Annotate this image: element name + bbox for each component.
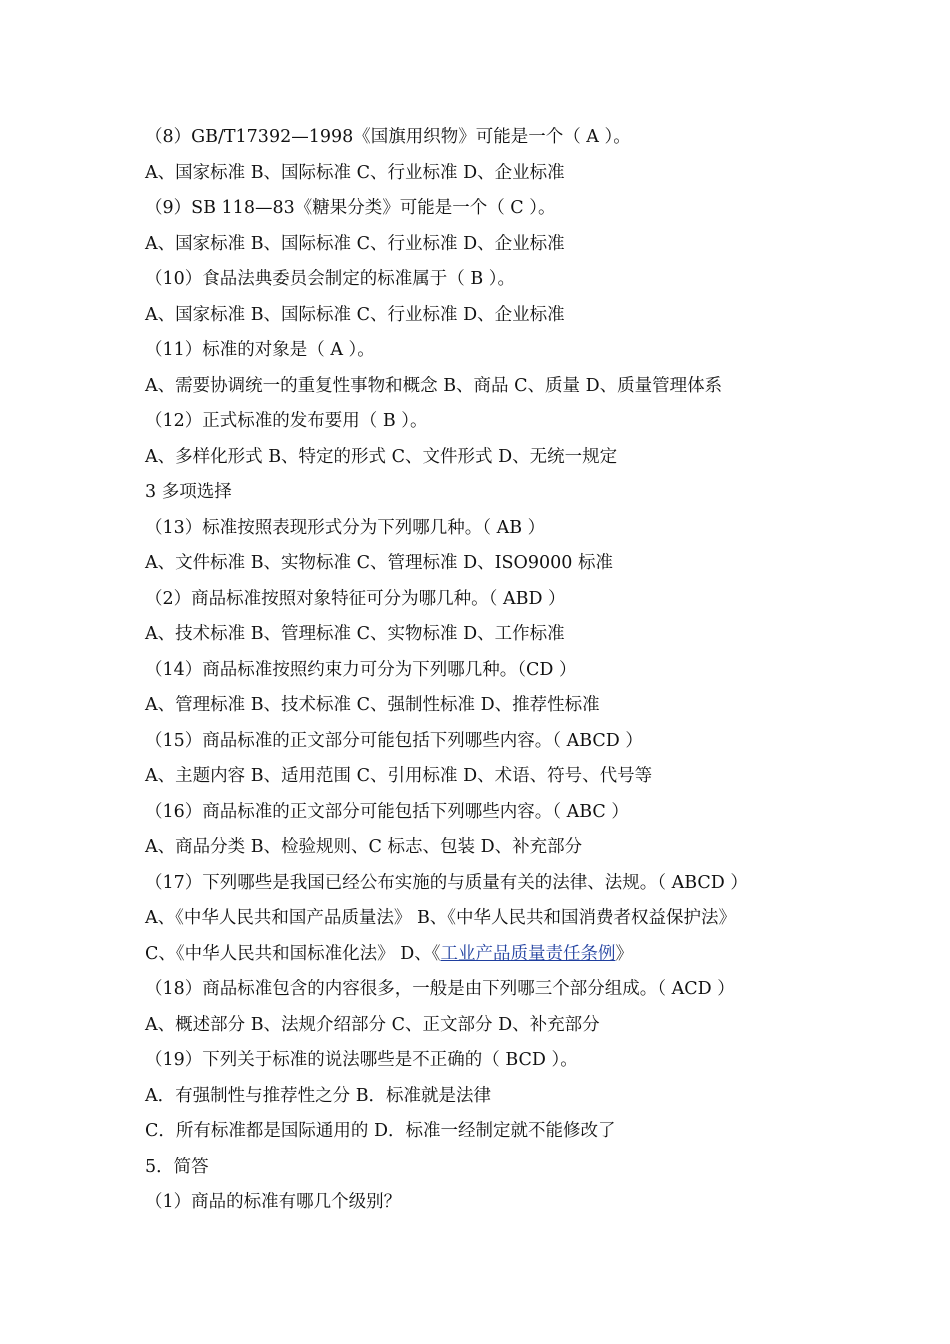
question-9-options: A、国家标准 B、国际标准 C、行业标准 D、企业标准: [145, 233, 565, 254]
section-heading-multiple-choice: 3 多项选择: [145, 482, 232, 502]
question-13-options: A、文件标准 B、实物标准 C、管理标准 D、ISO9000 标准: [145, 553, 613, 573]
question-8-options: A、国家标准 B、国际标准 C、行业标准 D、企业标准: [145, 162, 565, 183]
question-19-options-cd: C．所有标准都是国际通用的 D．标准一经制定就不能修改了: [145, 1121, 616, 1141]
question-16-options: A、商品分类 B、检验规则、C 标志、包装 D、补充部分: [145, 837, 583, 857]
question-2-options: A、技术标准 B、管理标准 C、实物标准 D、工作标准: [145, 624, 565, 644]
question-13: （13）标准按照表现形式分为下列哪几种。（ AB ）: [145, 517, 546, 538]
question-12-options: A、多样化形式 B、特定的形式 C、文件形式 D、无统一规定: [145, 446, 618, 467]
question-10: （10）食品法典委员会制定的标准属于（ B ）。: [145, 269, 516, 289]
question-15: （15）商品标准的正文部分可能包括下列哪些内容。（ ABCD ）: [145, 730, 643, 751]
short-answer-question-1: （1）商品的标准有哪几个级别？: [145, 1192, 402, 1212]
question-18-options: A、概述部分 B、法规介绍部分 C、正文部分 D、补充部分: [145, 1014, 600, 1035]
question-list: [145, 120, 935, 1221]
question-17: （17）下列哪些是我国已经公布实施的与质量有关的法律、法规。（ ABCD ）: [145, 872, 748, 893]
question-17-options-cd-prefix: C、《中华人民共和国标准化法》 D、《: [145, 943, 441, 964]
question-10-options: A、国家标准 B、国际标准 C、行业标准 D、企业标准: [145, 304, 565, 325]
question-9: （9）SB 118—83《糖果分类》可能是一个（ C ）。: [145, 198, 556, 218]
question-14-options: A、管理标准 B、技术标准 C、强制性标准 D、推荐性标准: [145, 695, 600, 715]
question-15-options: A、主题内容 B、适用范围 C、引用标准 D、术语、符号、代号等: [145, 766, 653, 786]
question-19: （19）下列关于标准的说法哪些是不正确的（ BCD ）。: [145, 1050, 578, 1070]
question-11-options: A、需要协调统一的重复性事物和概念 B、商品 C、质量 D、质量管理体系: [145, 375, 723, 396]
question-19-options-ab: A．有强制性与推荐性之分 B．标准就是法律: [145, 1085, 492, 1106]
question-12: （12）正式标准的发布要用（ B ）。: [145, 411, 428, 431]
question-14: （14）商品标准按照约束力可分为下列哪几种。（CD ）: [145, 659, 577, 680]
question-8: （8）GB/T17392—1998《国旗用织物》可能是一个（ A ）。: [145, 127, 631, 147]
question-18: （18）商品标准包含的内容很多，一般是由下列哪三个部分组成。（ ACD ）: [145, 979, 735, 999]
regulation-link[interactable]: 工业产品质量责任条例: [440, 943, 616, 964]
question-17-options-cd-suffix: 》: [615, 943, 633, 964]
question-17-options-cd: [145, 937, 935, 973]
question-2: （2）商品标准按照对象特征可分为哪几种。（ ABD ）: [145, 588, 566, 609]
question-16: （16）商品标准的正文部分可能包括下列哪些内容。（ ABC ）: [145, 801, 629, 822]
question-11: （11）标准的对象是（ A ）。: [145, 340, 375, 360]
section-heading-short-answer: 5．简答: [145, 1156, 209, 1177]
question-17-options-ab: A、《中华人民共和国产品质量法》 B、《中华人民共和国消费者权益保护法》: [145, 908, 737, 928]
